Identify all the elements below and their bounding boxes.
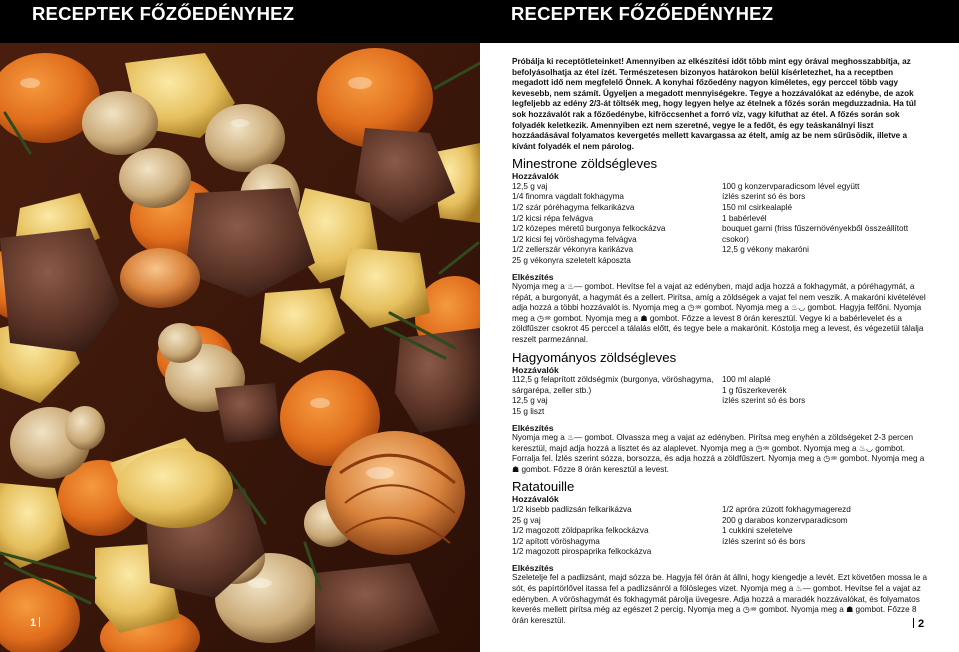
ingredient-item: 1/4 finomra vagdalt fokhagyma [512,192,624,202]
ingredients-heading: Hozzávalók [512,494,559,505]
method-text: Nyomja meg a ♨— gombot. Olvassza meg a vajat az edényben. Pirítsa meg enyhén a zöldségeket 2-3 percen keresztül, majd adja hozzá a lisztet és az alaplevet. Nyomja meg a ◷♒ gombot. Nyomja meg a ♨◡ gombot. Forralja fel. Ízlés szerint sózza, borsozza, és adja hozzá a zöldfűszert. Nyomja meg a ◷♒ gombot. Nyomja meg a ☗ gombot. Főzze 8 órán keresztül a levest. [512,433,925,474]
clock-icon: ◷♒ [537,313,552,323]
ingredient-item: 1/2 kicsi fej vöröshagyma felvágva [512,234,637,244]
ingredients-left [512,182,722,267]
ingredient-item: 1/2 magozott pirospaprika felkockázva [512,547,652,557]
ingredient-item: ízlés szerint só és bors [722,192,806,202]
recipe-title: Minestrone zöldségleves [512,156,658,172]
food-photo [0,43,480,652]
ingredient-item: 1/2 kicsi répa felvágva [512,213,594,223]
header-title-right: RECEPTEK FŐZŐEDÉNYHEZ [511,3,774,24]
header-bar [0,0,959,43]
recipe-column [512,57,930,630]
ingredient-item: 25 g vékonyra szeletelt káposzta [512,256,631,265]
pot-icon: ♨◡ [858,443,873,453]
ingredients-list [512,182,930,267]
ingredient-item: 12,5 g vékony makaróni [722,245,809,255]
ingredients-list [512,375,930,417]
ingredient-item: 100 g konzervparadicsom lével együtt [722,181,860,191]
ingredient-item: 1/2 magozott zöldpaprika felkockázva [512,526,649,536]
recipe-list [512,156,930,626]
ingredients-list [512,505,930,558]
recipe-title: Ratatouille [512,479,575,495]
ingredient-item: 1/2 kisebb padlizsán felkarikázva [512,504,632,514]
ingredients-heading: Hozzávalók [512,171,559,182]
ingredient-item: 15 g liszt [512,406,545,416]
recipe-title: Hagyományos zöldségleves [512,349,677,365]
ingredients-right [722,182,930,267]
ingredient-item: 100 ml alaplé [722,375,771,385]
ingredient-item: 12,5 g vaj [512,181,548,191]
method-text: Szeletelje fel a padlizsánt, majd sózza be. Hagyja fél órán át állni, hogy kiengedje a levét. Ezt követően mossa le a sót, és papírtörlővel itassa fel a padlizsánról a fölösleges vizet. Nyomja meg a ♨— gombot. Hevítse fel a vajat az edényben. A vöröshagymát és fokhagymát párolja üvegesre. Adja hozzá a maradék hozzávalókat, és folyamatos keverés mellett pirítsa még az egészet 2 percig. Nyomja meg a ◷♒ gombot. Nyomja meg a ☗ gombot. Főzze 8 órán keresztül. [512,573,928,625]
header-title-left: RECEPTEK FŐZŐEDÉNYHEZ [32,3,295,24]
ingredient-item: 112,5 g felaprított zöldségmix (burgonya, vöröshagyma, sárgarépa, zeller stb.) [512,375,714,395]
ingredient-item: 1/2 zellerszár vékonyra karikázva [512,245,634,255]
method-heading: Elkészítés [512,422,554,433]
page-number-left: 1 [30,617,40,629]
ingredient-item: 25 g vaj [512,515,541,525]
ingredients-heading: Hozzávalók [512,364,559,375]
clock-icon: ◷♒ [823,454,838,464]
ingredient-item: 150 ml csirkealaplé [722,203,793,213]
ingredient-item: 200 g darabos konzervparadicsom [722,515,848,525]
ingredient-item: ízlés szerint só és bors [722,396,806,406]
ingredient-item: 1 cukkini szeletelve [722,526,793,536]
method-heading: Elkészítés [512,562,554,573]
pan-icon: ♨— [567,282,583,292]
ingredient-item: 1 g fűszerkeverék [722,385,787,395]
ingredients-right [722,375,930,417]
house-icon: ☗ [846,605,854,615]
pot-icon: ♨◡ [791,303,806,313]
clock-icon: ◷♒ [687,303,702,313]
ingredient-item: 1/2 apított vöröshagyma [512,536,600,546]
intro-paragraph: Próbálja ki receptötleteinket! Amennyiben az elkészítési időt több mint egy órával meghosszabbítja, az befolyásolhatja az étel ízét. Természetesen bizonyos határokon belül kísérletezhet, ha a receptben megadott idő nem megfelelő Önnek. A konyhai főzőedény nagyon kíméletes, egy perccel több vagy kevesebb, nem számít. Ügyeljen a megadott mennyiségekre. Tegye a hozzávalókat az edénybe, de azok legfeljebb az edény 2/3-át töltsék meg, hogy legyen helye az ételnek a főzés során megduzzadnia. Ha túl sok hozzávalót rak a főzőedénybe, kifröccsenhet a forró víz, vagy kifuthat az étel. A főzés során sok folyadék keletkezik. Amennyiben ezt nem szeretné, vegye le a fedőt, és egy teáskanálnyi liszt hozzáadásával folyamatos kevergetés mellett kavargassa az ételt, amíg az be nem sűrűsödik, illetve a kívánt folyadék el nem párolog. [512,57,917,151]
pan-icon: ♨— [795,583,811,593]
ingredient-item: bouquet garni (friss fűszernövényekből összeállított csokor) [722,224,909,244]
pan-icon: ♨— [567,433,583,443]
ingredient-item: 12,5 g vaj [512,396,548,406]
house-icon: ☗ [512,464,520,474]
page-number-right: 2 [913,618,924,630]
ingredient-item: 1/2 szár póréhagyma felkarikázva [512,203,635,213]
ingredient-item: 1/2 közepes méretű burgonya felkockázva [512,224,666,234]
ingredients-left [512,505,722,558]
method-text: Nyomja meg a ♨— gombot. Hevítse fel a vajat az edényben, majd adja hozzá a fokhagymát, a póréhagymát, a répát, a burgonyát, a hagymát és a zellert. Pirítsa, amíg a zöldségek a vajat fel nem veszik. A makaróni kivételével adja hozzá a többi hozzávalót is. Nyomja meg a ◷♒ gombot. Nyomja meg a ♨◡ gombot. Hagyja felfőni. Nyomja meg a ◷♒ gombot. Nyomja meg a ☗ gombot. Főzze a levest 8 órán keresztül. Vegye ki a babérlevelet és a zöldfűszer csokrot 45 perccel a tálalás előtt, és tegye bele a makarónit. Kóstolja meg a levest, és végezetül tálalja reszelt parmezánnal. [512,282,926,345]
ingredient-item: 1/2 apróra zúzott fokhagymagerezd [722,504,851,514]
clock-icon: ◷♒ [755,443,770,453]
house-icon: ☗ [640,313,648,323]
clock-icon: ◷♒ [742,605,757,615]
method-heading: Elkészítés [512,271,554,282]
ingredients-right [722,505,930,558]
ingredient-item: ízlés szerint só és bors [722,536,806,546]
ingredients-left [512,375,722,417]
ingredient-item: 1 babérlevél [722,213,767,223]
